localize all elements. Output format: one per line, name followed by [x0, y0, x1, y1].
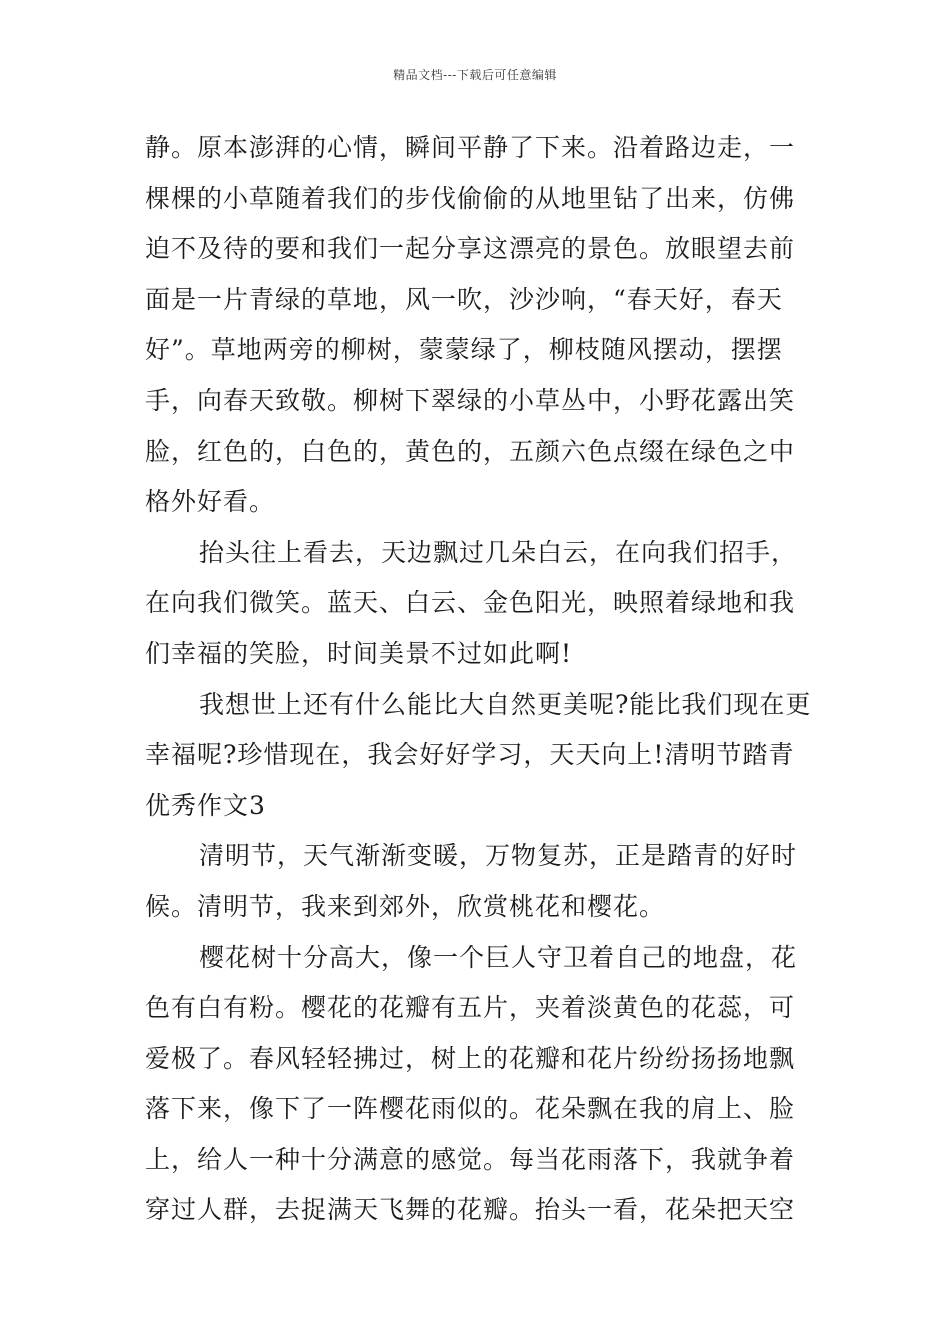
page-header: 精品文档---下载后可任意编辑: [393, 68, 557, 82]
paragraph-first-line: 我想世上还有什么能比大自然更美呢?能比我们现在更: [199, 689, 812, 719]
text-line: 幸福呢?珍惜现在，我会好好学习，天天向上!清明节踏青: [145, 740, 795, 770]
text-line: 好”。草地两旁的柳树，蒙蒙绿了，柳枝随风摆动，摆摆: [145, 335, 783, 365]
text-line: 落下来，像下了一阵樱花雨似的。花朵飘在我的肩上、脸: [145, 1094, 796, 1124]
text-line: 优秀作文3: [145, 790, 266, 820]
document-body: [145, 126, 812, 1239]
text-line: 棵棵的小草随着我们的步伐偷偷的从地里钻了出来，仿佛: [145, 183, 796, 213]
text-line: 静。原本澎湃的心情，瞬间平静了下来。沿着路边走，一: [145, 133, 796, 162]
text-line: 候。清明节，我来到郊外，欣赏桃花和樱花。: [145, 891, 666, 921]
text-line: 穿过人群，去捉满天飞舞的花瓣。抬头一看，花朵把天空: [145, 1195, 796, 1225]
text-line: 在向我们微笑。蓝天、白云、金色阳光，映照着绿地和我: [145, 588, 796, 618]
text-line: 脸，红色的，白色的，黄色的，五颜六色点缀在绿色之中: [145, 436, 796, 466]
text-line: 格外好看。: [145, 487, 276, 517]
text-line: 爱极了。春风轻轻拂过，树上的花瓣和花片纷纷扬扬地飘: [145, 1043, 796, 1073]
paragraph-first-line: 清明节，天气渐渐变暖，万物复苏，正是踏青的好时: [199, 841, 798, 871]
text-line: 迫不及待的要和我们一起分享这漂亮的景色。放眼望去前: [145, 234, 796, 264]
text-line: 上，给人一种十分满意的感觉。每当花雨落下，我就争着: [145, 1144, 796, 1174]
text-line: 手，向春天致敬。柳树下翠绿的小草丛中，小野花露出笑: [145, 385, 796, 415]
paragraph-first-line: 樱花树十分高大，像一个巨人守卫着自己的地盘，花: [199, 942, 798, 972]
text-line: 色有白有粉。樱花的花瓣有五片，夹着淡黄色的花蕊，可: [145, 993, 796, 1023]
paragraph-first-line: 抬头往上看去，天边飘过几朵白云，在向我们招手，: [199, 537, 798, 567]
text-line: 面是一片青绿的草地，风一吹，沙沙响，“春天好，春天: [145, 284, 783, 314]
text-line: 们幸福的笑脸，时间美景不过如此啊!: [145, 638, 573, 668]
